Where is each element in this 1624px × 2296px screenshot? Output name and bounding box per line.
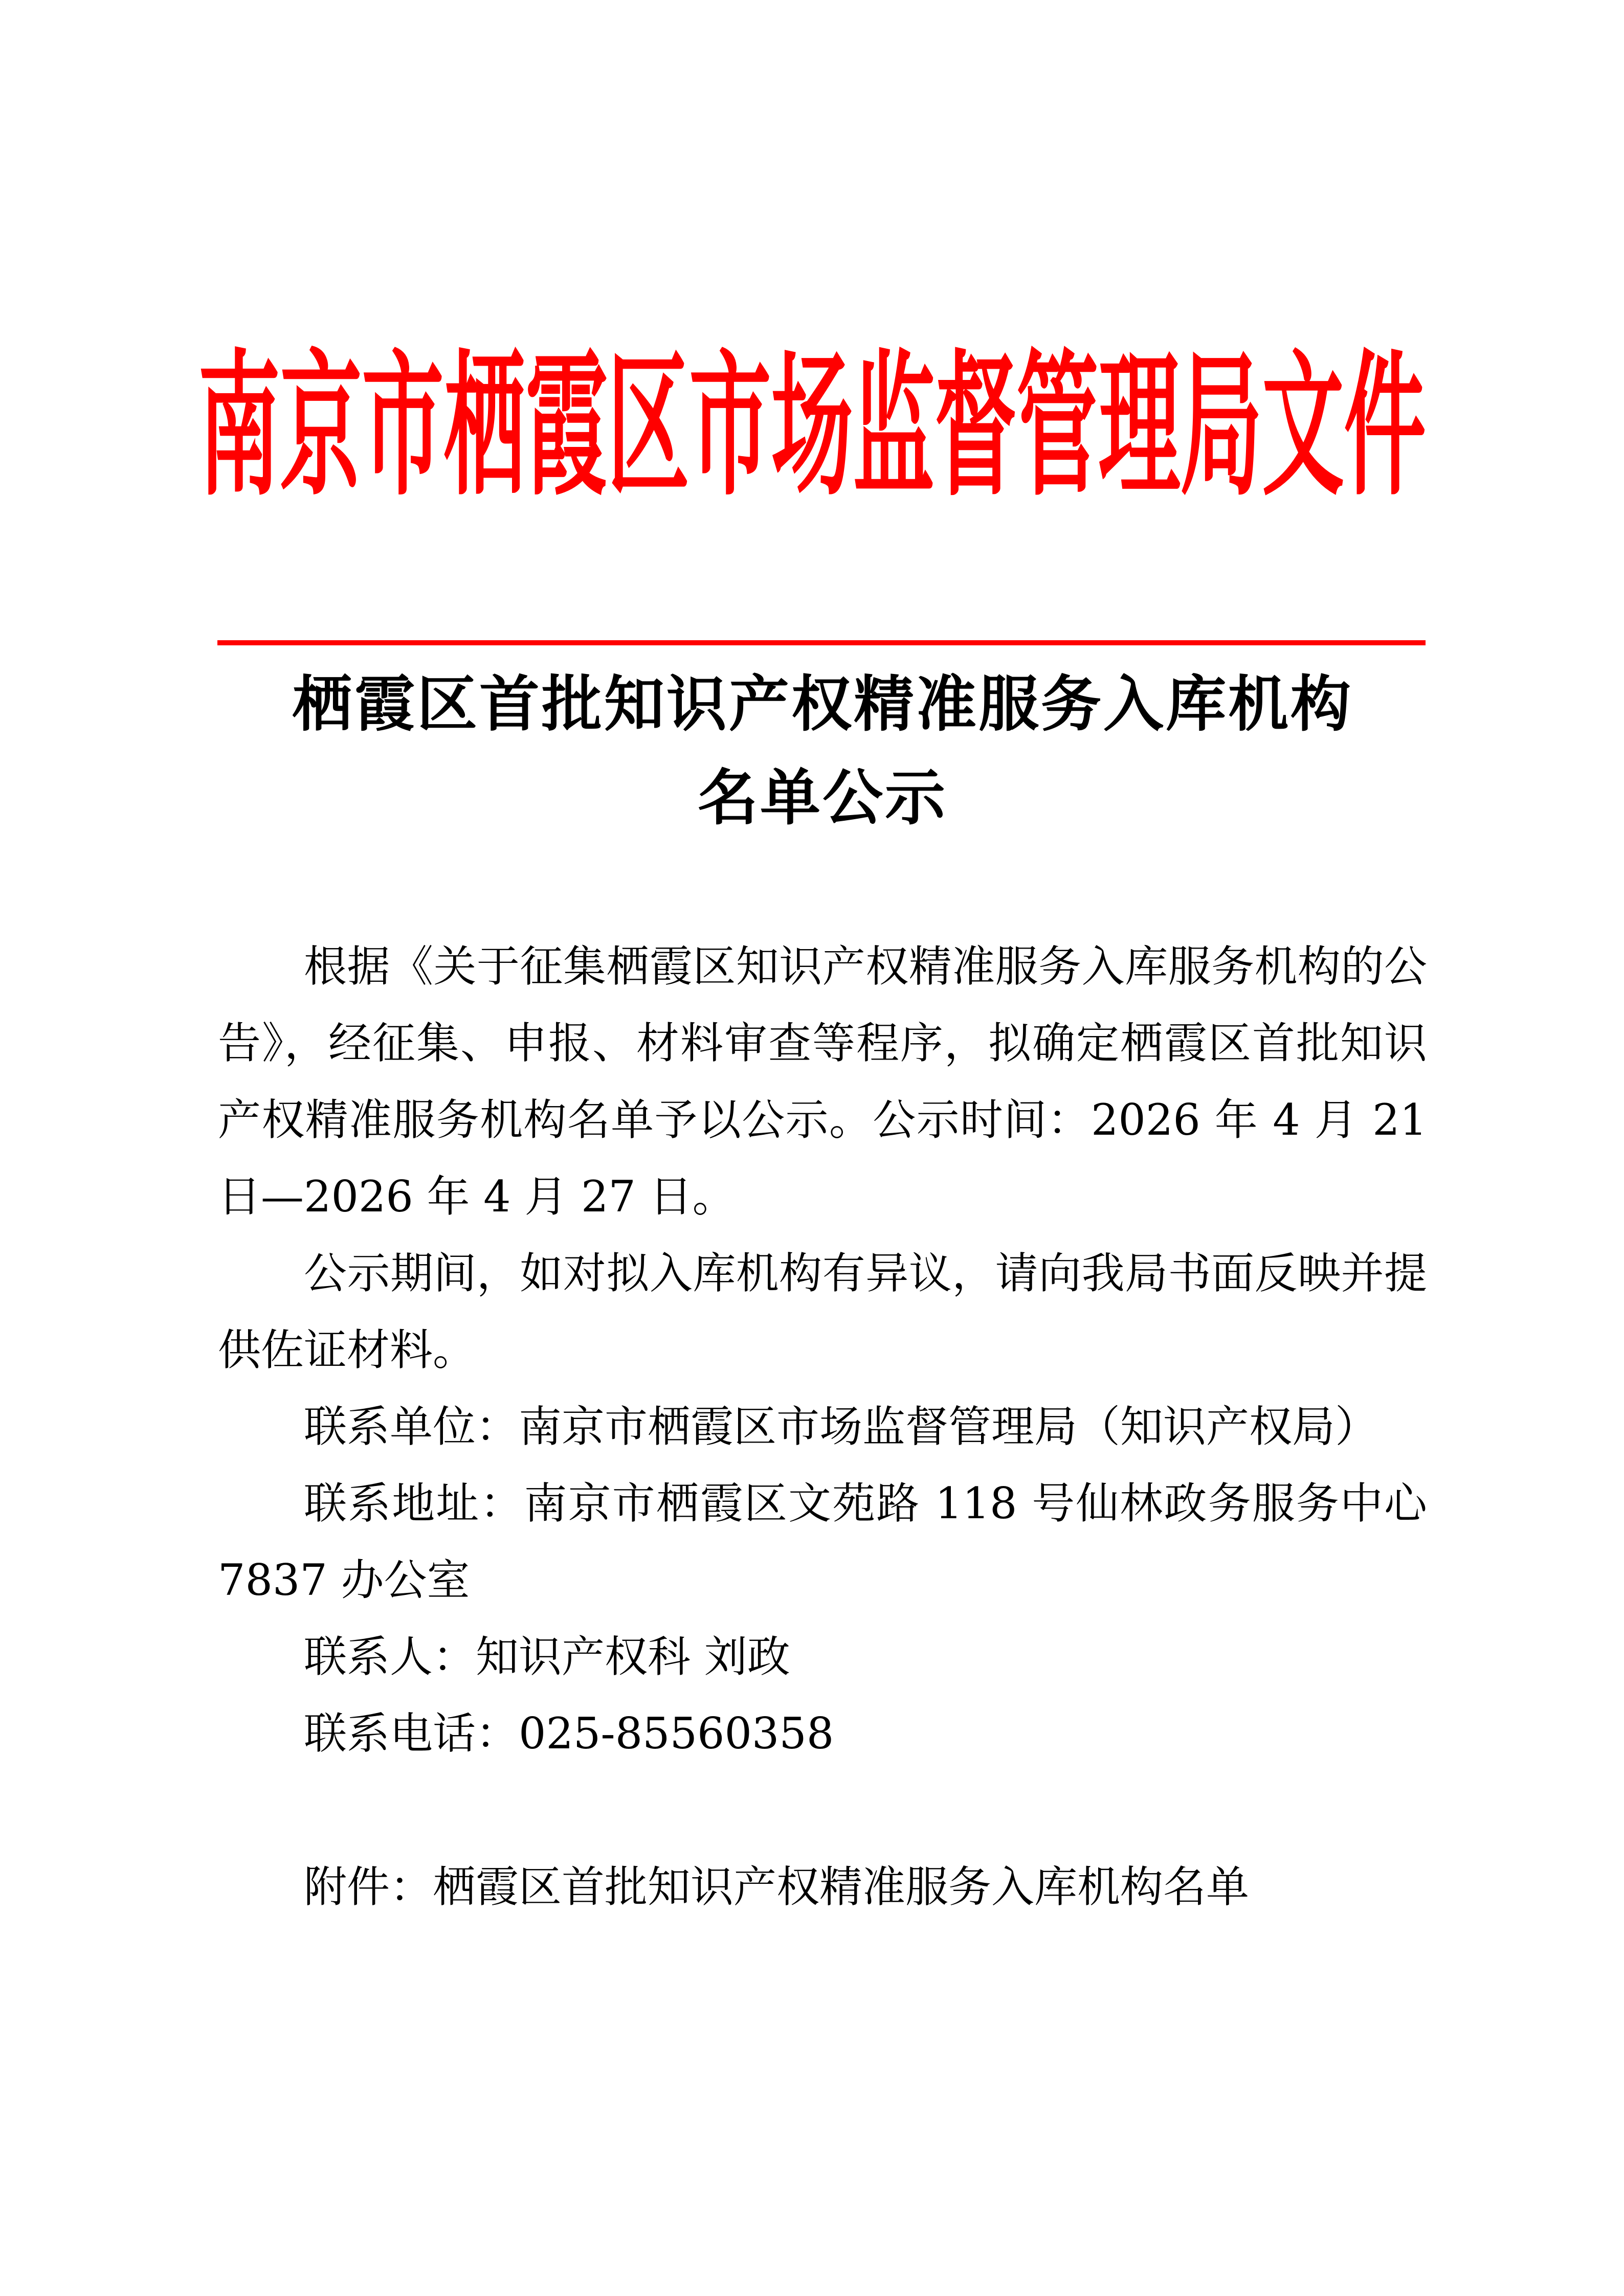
document-title-line2: 名单公示	[697, 762, 947, 833]
letterhead-title: 南京市栖霞区市场监督管理局文件	[198, 334, 1426, 517]
attachment-line: 附件：栖霞区首批知识产权精准服务入库机构名单	[304, 1862, 1250, 1912]
paragraph-basis: 根据《关于征集栖霞区知识产权精准服务入库服务机构的公告》，经征集、申报、材料审查等程序，拟确定栖霞区首批知识产权精准服务机构名单予以公示。公示时间：2026 年 4 月 21 日—2026 年 4 月 27 日。	[218, 941, 1427, 1222]
letterhead	[0, 334, 1624, 517]
paragraph-contact-address: 联系地址：南京市栖霞区文苑路 118 号仙林政务服务中心 7837 办公室	[218, 1478, 1427, 1605]
paragraph-contact-unit: 联系单位：南京市栖霞区市场监督管理局（知识产权局）	[304, 1402, 1378, 1452]
paragraph-contact-person: 联系人：知识产权科 刘政	[304, 1632, 790, 1682]
red-divider-line	[217, 640, 1426, 645]
paragraph-objection: 公示期间，如对拟入库机构有异议，请向我局书面反映并提供佐证材料。	[218, 1248, 1427, 1375]
document-title	[218, 657, 1427, 844]
paragraph-contact-phone: 联系电话：025-85560358	[304, 1708, 834, 1759]
document-body	[218, 928, 1427, 1925]
document-title-line1: 栖霞区首批知识产权精准服务入库机构	[292, 668, 1353, 739]
